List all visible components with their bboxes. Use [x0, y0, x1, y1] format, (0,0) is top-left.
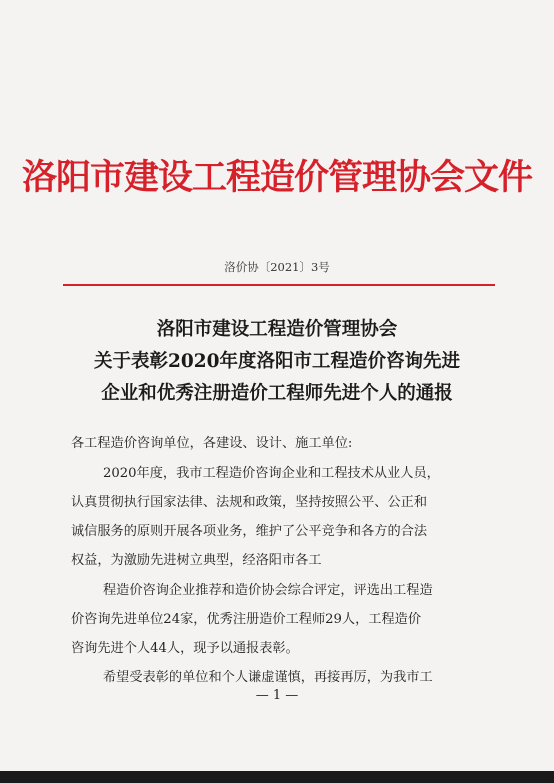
- paragraph-line: 价咨询先进单位24家，优秀注册造价工程师29人，工程造价: [71, 612, 422, 627]
- page-number: — 1 —: [255, 688, 299, 703]
- notice-title-line-3: 企业和优秀注册造价工程师先进个人的通报: [101, 383, 453, 404]
- red-divider: [63, 284, 495, 286]
- notice-title-line-2: 关于表彰2020年度洛阳市工程造价咨询先进: [94, 351, 460, 372]
- paragraph-line: 程造价咨询企业推荐和造价协会综合评定，评选出工程造: [103, 583, 433, 598]
- scan-bottom-edge: [0, 771, 554, 783]
- paragraph-line: 诚信服务的原则开展各项业务，维护了公平竞争和各方的合法: [71, 524, 428, 539]
- paragraph-line: 咨询先进个人44人，现予以通报表彰。: [71, 641, 299, 656]
- paragraph-line: 权益，为激励先进树立典型，经洛阳市各工: [71, 553, 322, 568]
- salutation: 各工程造价咨询单位，各建设、设计、施工单位:: [71, 436, 353, 451]
- notice-title-line-1: 洛阳市建设工程造价管理协会: [156, 319, 398, 340]
- paragraph-line: 认真贯彻执行国家法律、法规和政策，坚持按照公平、公正和: [71, 495, 428, 510]
- issuer-title: 洛阳市建设工程造价管理协会文件: [21, 158, 532, 198]
- document-number: 洛价协〔2021〕3号: [224, 260, 330, 274]
- paragraph-line: 2020年度，我市工程造价咨询企业和工程技术从业人员，: [103, 466, 440, 481]
- paragraph-line: 希望受表彰的单位和个人谦虚谨慎，再接再厉，为我市工: [103, 670, 433, 685]
